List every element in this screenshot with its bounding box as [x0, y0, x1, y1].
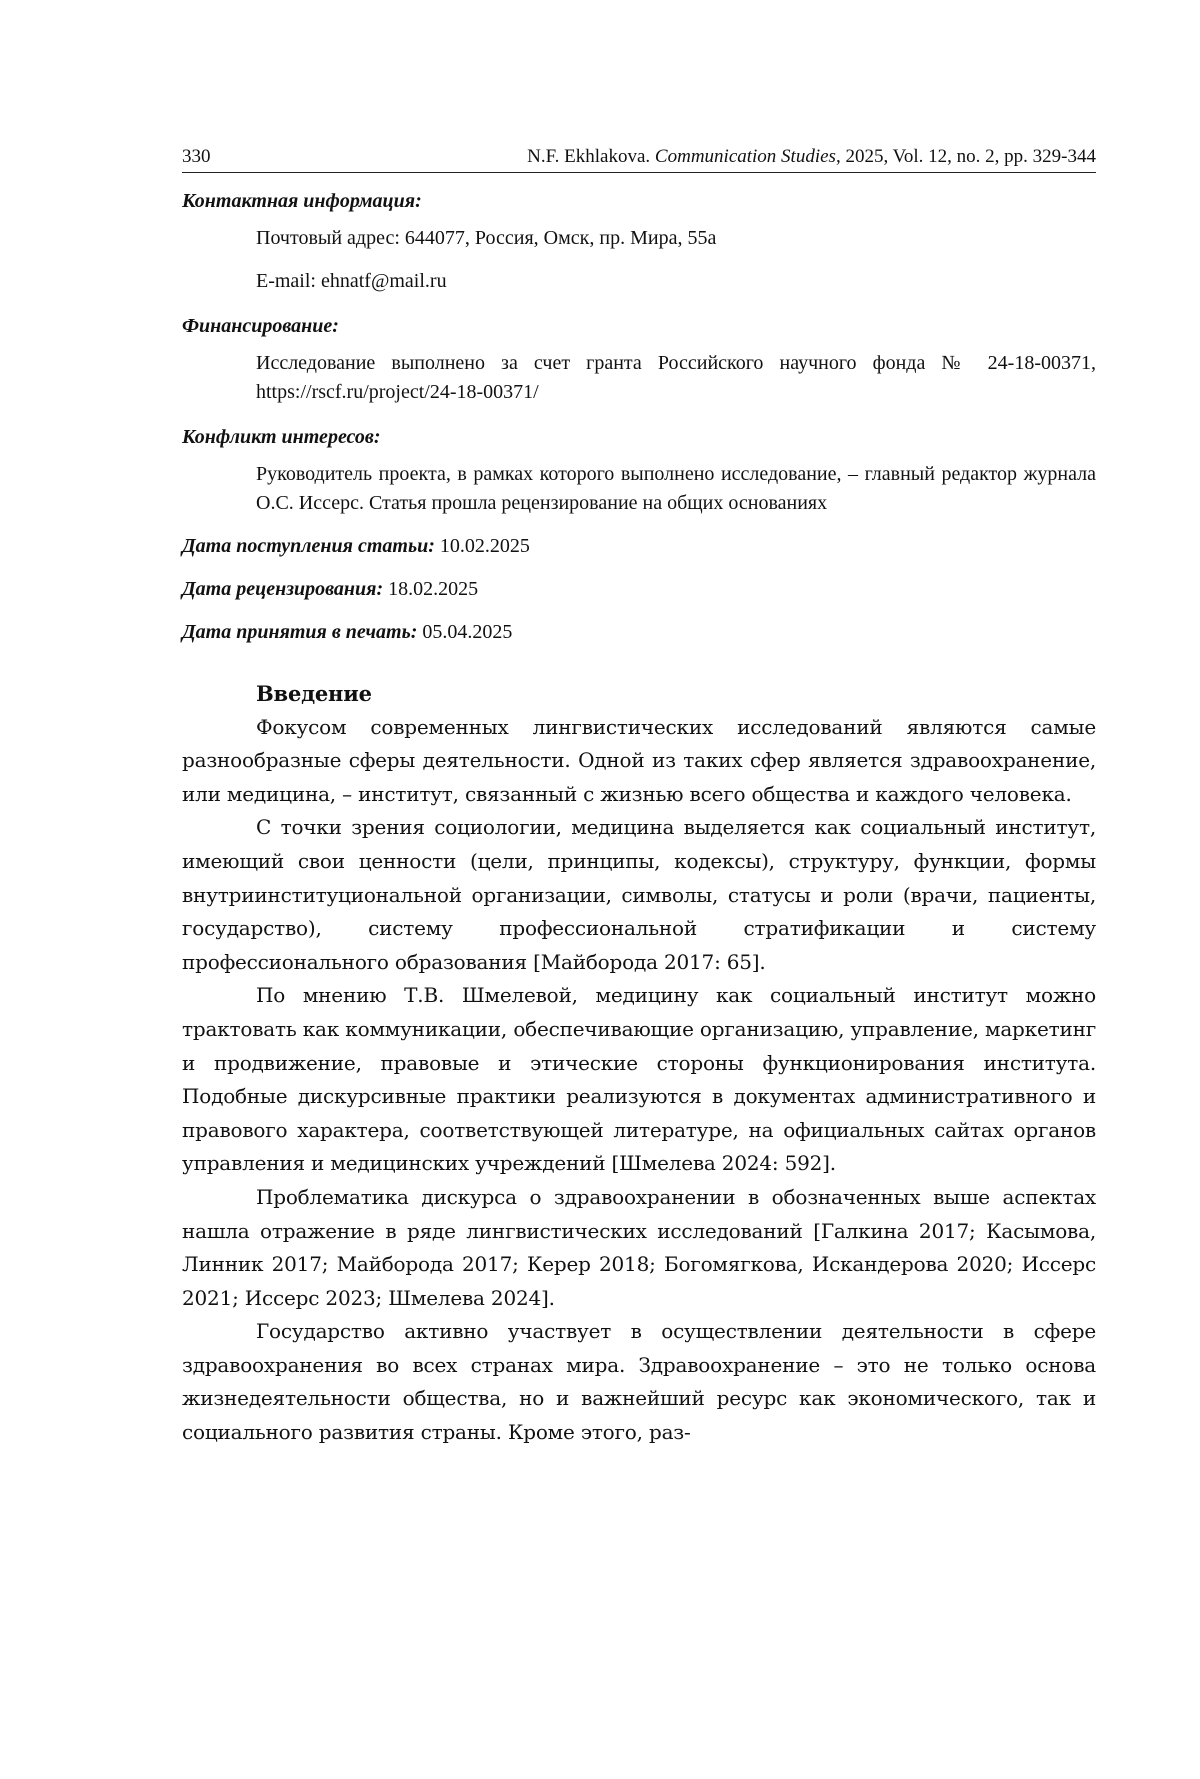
contact-block [182, 224, 1096, 296]
reviewed-date-row [182, 575, 1096, 604]
page-number: 330 [182, 146, 211, 167]
citation-authors: N.F. Ekhlakova. [527, 146, 651, 167]
received-date-value: 10.02.2025 [434, 535, 530, 557]
section-title: Введение [256, 681, 372, 706]
journal-page [182, 145, 1096, 1450]
reviewed-date-value: 18.02.2025 [383, 578, 479, 600]
funding-heading: Финансирование: [182, 315, 339, 337]
accepted-date-value: 05.04.2025 [417, 621, 513, 643]
body-paragraph: Проблематика дискурса о здравоохранении в обозначенных выше аспектах нашла отражение в ряде лингвистических исследований [Галкина 2017; Касымова, Линник 2017; Майборода 2017; Керер 2018; Богомягкова, Искандерова 2020; Иссерс 2021; Иссерс 2023; Шмелева 2024]. [182, 1184, 1096, 1310]
body-paragraph: Фокусом современных лингвистических исследований являются самые разнообразные сферы деятельности. Одной из таких сфер является здравоохранение, или медицина, – институт, связанный с жизнью всего общества и каждого человека. [182, 714, 1096, 806]
body-paragraph: По мнению Т.В. Шмелевой, медицину как социальный институт можно трактовать как коммуникации, обеспечивающие организацию, управление, маркетинг и продвижение, правовые и этические стороны функционирования института. Подобные дискурсивные практики реализуются в документах административного и правового характера, соответствующей литературе, на официальных сайтах органов управления и медицинских учреждений [Шмелева 2024: 592]. [182, 983, 1096, 1176]
contact-heading: Контактная информация: [182, 190, 422, 212]
received-date-row [182, 532, 1096, 561]
running-header [182, 145, 1096, 173]
body-paragraph: Государство активно участвует в осуществлении деятельности в сфере здравоохранения во всех странах мира. Здравоохранение – это не только основа жизнедеятельности общества, но и важнейший ресурс как экономического, так и социального развития страны. Кроме этого, раз- [182, 1319, 1096, 1445]
accepted-date-row [182, 618, 1096, 647]
citation-line [527, 145, 1096, 169]
funding-block [182, 349, 1096, 407]
received-date-label: Дата поступления статьи: [182, 535, 435, 557]
postal-address: Почтовый адрес: 644077, Россия, Омск, пр. Мира, 55а [256, 227, 717, 249]
reviewed-date-label: Дата рецензирования: [182, 578, 384, 600]
citation-details: , 2025, Vol. 12, no. 2, pp. 329-344 [835, 146, 1096, 167]
accepted-date-label: Дата принятия в печать: [182, 621, 418, 643]
conflict-heading: Конфликт интересов: [182, 426, 381, 448]
body-paragraph: С точки зрения социологии, медицина выделяется как социальный институт, имеющий свои ценности (цели, принципы, кодексы), структуру, функции, формы внутриинституциональной организации, символы, статусы и роли (врачи, пациенты, государство), систему профессиональной стратификации и систему профессионального образования [Майборода 2017: 65]. [182, 815, 1096, 974]
conflict-text: Руководитель проекта, в рамках которого выполнено исследование, – главный редактор журнала О.С. Иссерс. Статья прошла рецензирование на общих основаниях [256, 463, 1096, 514]
email-address: E-mail: ehnatf@mail.ru [256, 270, 447, 292]
funding-text: Исследование выполнено за счет гранта Российского научного фонда № 24-18-00371, https://rscf.ru/project/24-18-00371/ [256, 352, 1096, 403]
article-body [182, 677, 1096, 1450]
journal-name: Communication Studies [654, 146, 836, 167]
conflict-block [182, 460, 1096, 518]
article-metadata [182, 187, 1096, 647]
